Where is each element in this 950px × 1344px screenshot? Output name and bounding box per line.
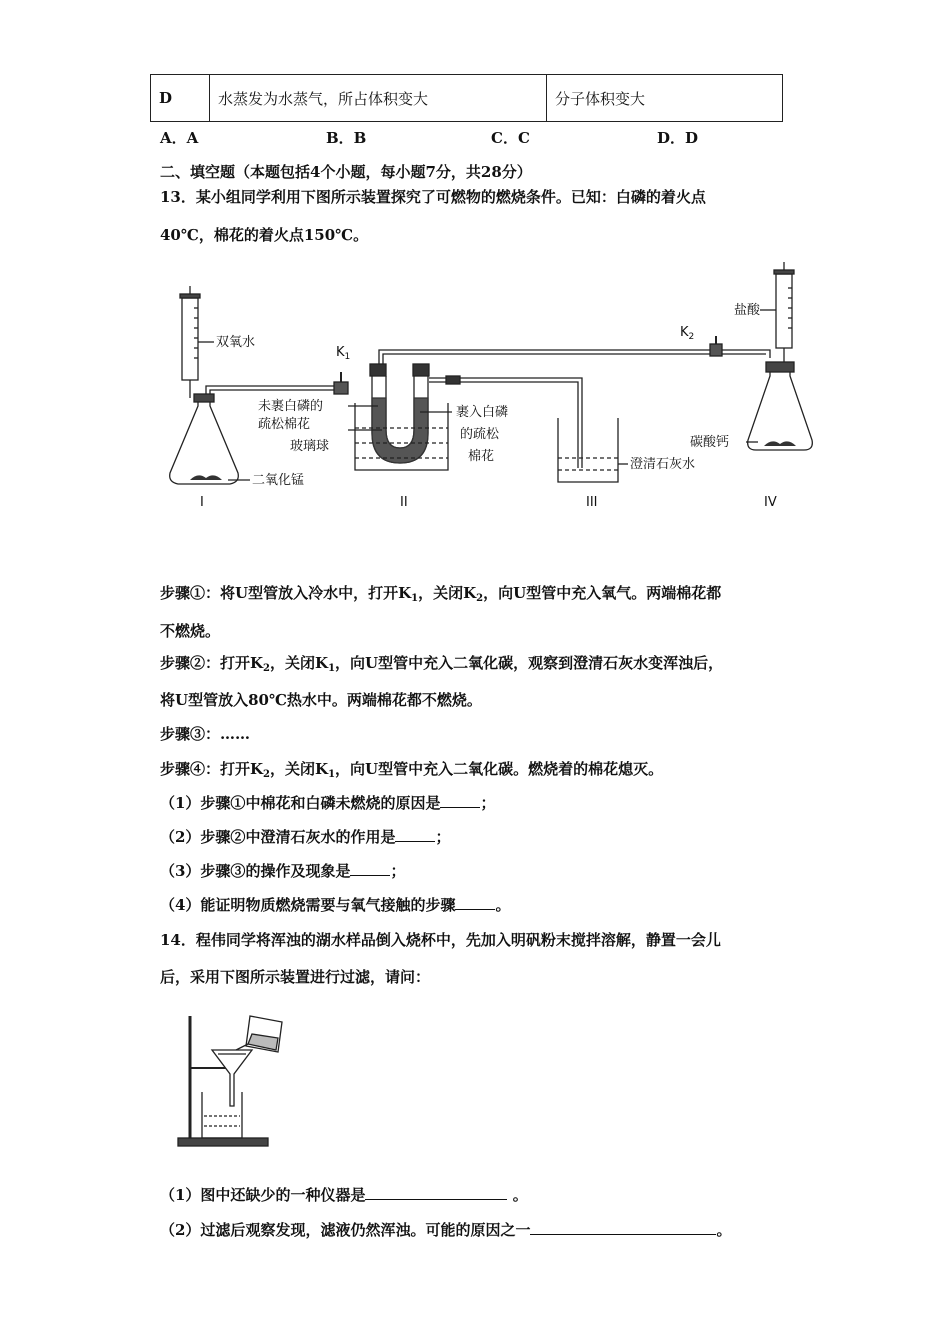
label-caco3: 碳酸钙 bbox=[690, 435, 730, 450]
q14-line2: 后，采用下图所示装置进行过滤，请问： bbox=[160, 968, 431, 986]
answer-blank[interactable] bbox=[395, 827, 435, 842]
label-cotton-left-2: 疏松棉花 bbox=[258, 417, 311, 432]
label-roman-4: IV bbox=[764, 495, 777, 510]
label-roman-2: II bbox=[400, 495, 408, 510]
label-roman-3: III bbox=[586, 495, 598, 510]
step2-line2: 将U型管放入80℃热水中。两端棉花都不燃烧。 bbox=[160, 691, 482, 709]
option-c: C．C bbox=[491, 129, 530, 147]
answer-blank[interactable] bbox=[440, 793, 480, 808]
label-glass-beads: 玻璃球 bbox=[290, 439, 330, 454]
answer-blank[interactable] bbox=[365, 1185, 507, 1200]
step3: 步骤③：…… bbox=[160, 725, 251, 743]
filtration-figure bbox=[170, 1006, 300, 1151]
step4: 步骤④：打开$K_2$，关闭$K_1$，向U型管中充入二氧化碳。燃烧着的棉花熄灭。 bbox=[160, 760, 664, 780]
q13-line2: 40℃，棉花的着火点150℃。 bbox=[160, 226, 369, 244]
section-heading: 二、填空题（本题包括4个小题，每小题7分，共28分） bbox=[160, 163, 532, 181]
q13-line1: 13．某小组同学利用下图所示装置探究了可燃物的燃烧条件。已知：白磷的着火点 bbox=[160, 188, 706, 206]
label-limewater: 澄清石灰水 bbox=[630, 457, 696, 472]
step2-line1: 步骤②：打开$K_2$，关闭$K_1$，向U型管中充入二氧化碳，观察到澄清石灰水变浑浊后， bbox=[160, 654, 724, 674]
label-cotton-right-3: 棉花 bbox=[468, 449, 495, 464]
mno2-solid bbox=[190, 475, 222, 480]
label-k1: $K_1$ bbox=[336, 345, 351, 362]
caco3-solid bbox=[764, 441, 796, 446]
option-d: D．D bbox=[657, 129, 699, 147]
combustion-apparatus-figure bbox=[150, 258, 830, 518]
step1-line1: 步骤①：将U型管放入冷水中，打开$K_1$，关闭$K_2$，向U型管中充入氧气。两端棉花都 bbox=[160, 584, 722, 604]
q13-sub4: （4）能证明物质燃烧需要与氧气接触的步骤 。 bbox=[160, 896, 511, 914]
label-cotton-right-1: 裹入白磷 bbox=[456, 405, 509, 420]
q13-sub1: （1）步骤①中棉花和白磷未燃烧的原因是 ； bbox=[160, 794, 496, 812]
option-a: A．A bbox=[160, 129, 199, 147]
label-cotton-right-2: 的疏松 bbox=[460, 427, 500, 442]
row-explanation: 分子体积变大 bbox=[547, 75, 783, 122]
table-row bbox=[151, 75, 783, 122]
stopper-1 bbox=[194, 394, 214, 402]
label-mno2: 二氧化锰 bbox=[252, 473, 305, 488]
option-b: B．B bbox=[326, 129, 367, 147]
answer-blank[interactable] bbox=[530, 1220, 716, 1235]
answer-blank[interactable] bbox=[350, 861, 390, 876]
row-letter: D bbox=[151, 75, 210, 122]
label-k2: $K_2$ bbox=[680, 325, 695, 342]
row-phenomenon: 水蒸发为水蒸气，所占体积变大 bbox=[210, 75, 547, 122]
step1-line2: 不燃烧。 bbox=[160, 622, 221, 640]
answer-blank[interactable] bbox=[455, 895, 495, 910]
q14-line1: 14．程伟同学将浑浊的湖水样品倒入烧杯中，先加入明矾粉末搅拌溶解，静置一会儿 bbox=[160, 931, 721, 949]
label-cotton-left-1: 未裹白磷的 bbox=[258, 399, 324, 414]
q13-sub3: （3）步骤③的操作及现象是 ； bbox=[160, 862, 406, 880]
options-table bbox=[150, 74, 783, 122]
q13-sub2: （2）步骤②中澄清石灰水的作用是 ； bbox=[160, 828, 451, 846]
label-hcl: 盐酸 bbox=[734, 303, 761, 318]
label-h2o2: 双氧水 bbox=[216, 335, 256, 350]
q14-sub1: （1）图中还缺少的一种仪器是 。 bbox=[160, 1186, 528, 1204]
label-roman-1: I bbox=[200, 495, 204, 510]
q14-sub2: （2）过滤后观察发现，滤液仍然浑浊。可能的原因之一 。 bbox=[160, 1221, 732, 1239]
flask-1 bbox=[170, 400, 239, 484]
